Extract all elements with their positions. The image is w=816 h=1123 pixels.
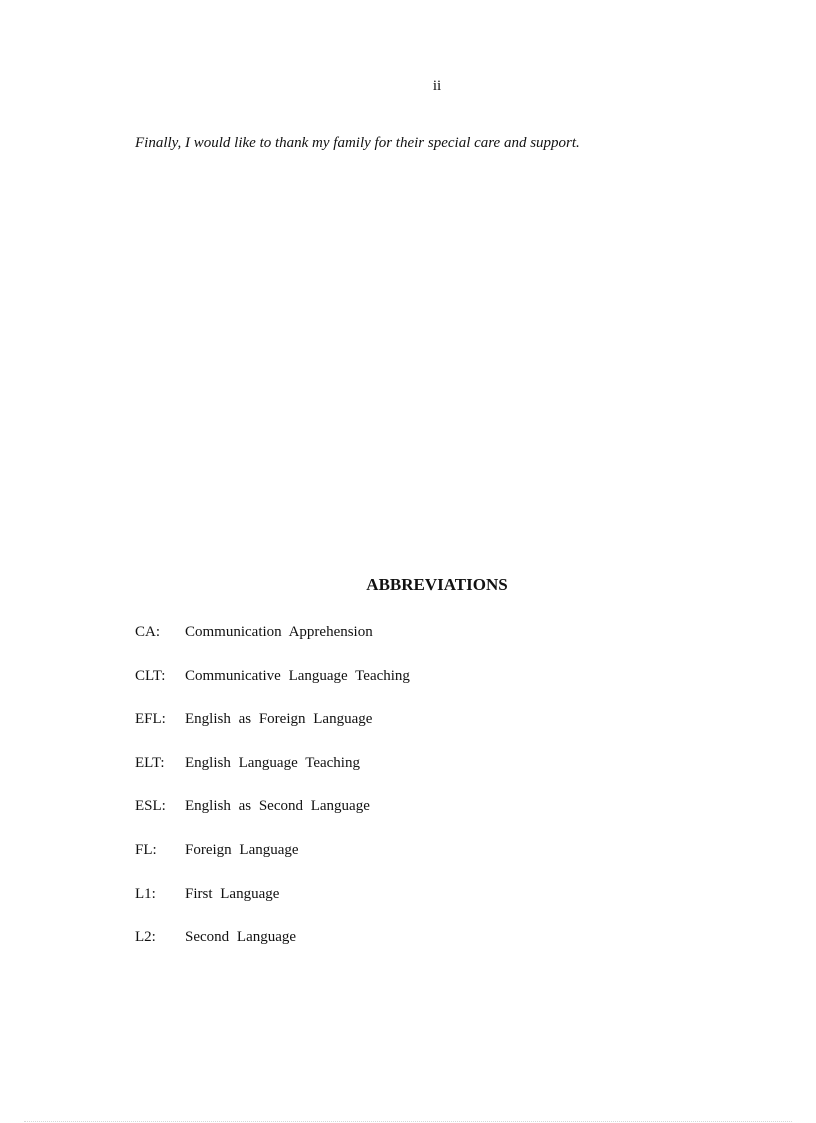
abbreviation-definition: Foreign Language [185,841,299,858]
abbreviation-row [135,928,410,972]
abbreviation-term: L2: [135,929,156,946]
abbreviation-term: CLT: [135,667,166,684]
abbreviation-definition: Communication Apprehension [185,624,373,640]
abbreviation-term: L1: [135,885,156,902]
abbreviation-term: FL: [135,841,157,858]
abbreviation-row [135,667,410,711]
abbreviation-term: ELT: [135,754,165,771]
abbreviations-list [135,623,410,972]
abbreviation-term: CA: [135,624,161,640]
abbreviation-row [135,623,410,667]
abbreviation-row [135,841,410,885]
abbreviation-definition: Second Language [185,929,297,946]
page-bottom-divider [24,1121,792,1122]
abbreviations-heading: ABBREVIATIONS [366,575,508,594]
page-number: ii [432,78,442,94]
abbreviation-definition: English as Second Language [185,798,370,815]
abbreviation-row [135,754,410,798]
abbreviation-definition: Communicative Language Teaching [185,667,410,684]
abbreviation-definition: English Language Teaching [185,754,360,771]
abbreviation-row [135,885,410,929]
abbreviation-definition: English as Foreign Language [185,711,373,728]
abbreviation-definition: First Language [185,885,280,902]
abbreviation-row [135,710,410,754]
acknowledgement-text: Finally, I would like to thank my family for their special care and support. [135,135,580,151]
abbreviation-row [135,797,410,841]
abbreviation-term: EFL: [135,711,166,728]
abbreviation-term: ESL: [135,798,166,815]
